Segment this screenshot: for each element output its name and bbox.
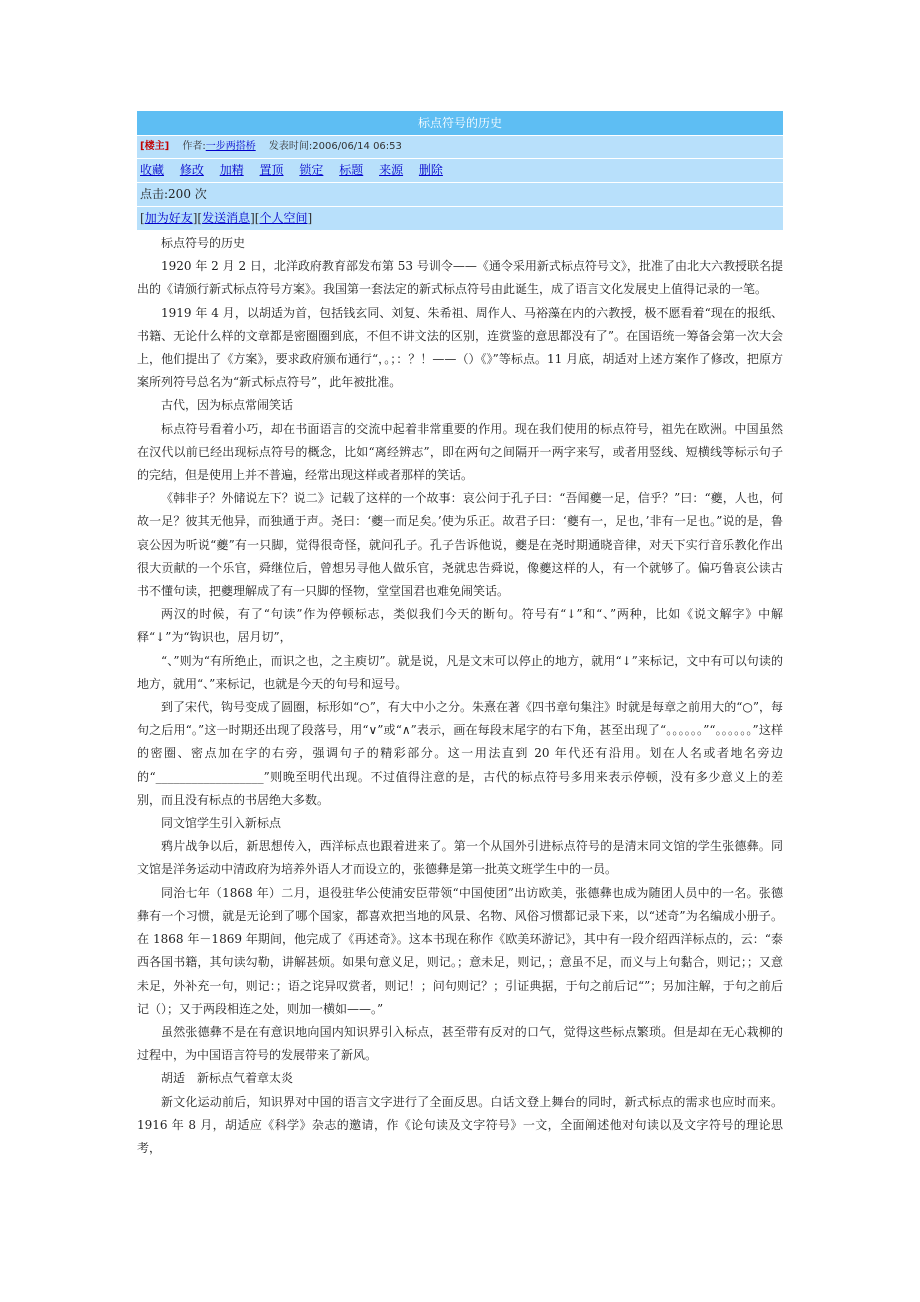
action-bar	[137, 159, 783, 182]
article-paragraph: 两汉的时候，有了“句读”作为停顿标志，类似我们今天的断句。符号有“↓”和“、”两种，比如《说文解字》中解释“↓”为“钩识也，居月切”，	[137, 607, 783, 645]
article-paragraph: 标点符号看着小巧，却在书面语言的交流中起着非常重要的作用。现在我们使用的标点符号，祖先在欧洲。中国虽然在汉代以前已经出现标点符号的概念，比如“离经辨志”，即在两句之间隔开一两字来写，或者用竖线、短横线等标示句子的完结，但是使用上并不普遍，经常出现这样或者那样的笑话。	[137, 421, 783, 483]
delete-link[interactable]: 删除	[418, 163, 443, 177]
article-paragraph: 鸦片战争以后，新思想传入，西洋标点也跟着进来了。第一个从国外引进标点符号的是清末同文馆的学生张德彝。同文馆是洋务运动中清政府为培养外语人才而设立的，张德彝是第一批英文班学生中的一员。	[137, 839, 783, 877]
edit-link[interactable]: 修改	[179, 163, 204, 177]
article-paragraph: 1920 年 2 月 2 日，北洋政府教育部发布第 53 号训令——《通令采用新式标点符号文》，批准了由北大六教授联名提出的《请颁行新式标点符号方案》。我国第一套法定的新式标点符号由此诞生，成了语言文化发展史上值得记录的一笔。	[137, 259, 783, 297]
article-paragraph: 到了宋代，钩号变成了圆圈，标形如“○”，有大中小之分。朱熹在著《四书章句集注》时就是每章之前用大的“○”，每句之后用“。”这一时期还出现了段落号，用“∨”或“∧”表示，画在每段末尾字的右下角，甚至出现了“。。。。。。”“。。。。。。”这样的密圈、密点加在字的右旁，强调句子的精彩部分。这一用法直到 20 年代还有沿用。划在人名或者地名旁边的“__________________”则晚至明代出现。不过值得注意的是，古代的标点符号多用来表示停顿，没有多少意义上的差别，而且没有标点的书居绝大多数。	[137, 700, 783, 807]
article-paragraph: “、”则为“有所绝止，而识之也，之主庾切”。就是说，凡是文末可以停止的地方，就用“↓”来标记，文中有可以句读的地方，就用“、”来标记，也就是今天的句号和逗号。	[137, 653, 783, 691]
article-body	[137, 232, 783, 1160]
personal-space-link[interactable]: 个人空间	[259, 211, 308, 225]
click-count: 点击:200 次	[137, 183, 783, 206]
article-paragraph: 虽然张德彝不是在有意识地向国内知识界引入标点，甚至带有反对的口气，觉得这些标点繁琐。但是却在无心栽柳的过程中，为中国语言符号的发展带来了新风。	[137, 1024, 783, 1063]
favorite-link[interactable]: 收藏	[140, 163, 165, 177]
post-title: 标点符号的历史	[137, 111, 783, 135]
article-paragraph: 1919 年 4 月，以胡适为首，包括钱玄同、刘复、朱希祖、周作人、马裕藻在内的六教授，极不愿看着“现在的报纸、书籍、无论什么样的文章都是密圈圈到底，不但不讲文法的区别，连赏鉴的意思都没有了”。在国语统一筹备会第一次大会上，他们提出了《方案》，要求政府颁布通行“，。；：？！——（）《》”等标点。11 月底，胡适对上述方案作了修改，把原方案所列符号总名为“新式标点符号”，此年被批准。	[137, 305, 783, 390]
article-paragraph: 新文化运动前后，知识界对中国的语言文字进行了全面反思。白话文登上舞台的同时，新式标点的需求也应时而来。1916 年 8 月，胡适应《科学》杂志的邀请，作《论句读及文字符号》一文，全面阐述他对句读以及文字符号的理论思考，	[137, 1094, 783, 1155]
source-link[interactable]: 来源	[379, 163, 404, 177]
section-heading: 同文馆学生引入新标点	[161, 816, 282, 831]
add-friend-link[interactable]: 加为好友	[144, 211, 193, 225]
section-heading: 胡适 新标点气着章太炎	[161, 1071, 294, 1086]
send-message-link[interactable]: 发送消息	[202, 211, 251, 225]
post-time: 发表时间:2006/06/14 06:53	[268, 141, 402, 152]
author-link[interactable]: 一步两搭桥	[205, 141, 256, 152]
article-heading: 标点符号的历史	[161, 236, 246, 250]
author-label: 作者:	[182, 141, 206, 152]
article-paragraph: 同治七年（1868 年）二月，退役驻华公使浦安臣带领“中国使团”出访欧美，张德彝也成为随团人员中的一名。张德彝有一个习惯，就是无论到了哪个国家，都喜欢把当地的风景、名物、风俗习惯都记录下来，以“述奇”为名编成小册子。在 1868 年－1869 年期间，他完成了《再述奇》。这本书现在称作《欧美环游记》，其中有一段介绍西洋标点的，云：“泰西各国书籍，其句读勾勒，讲解甚烦。如果句意义足，则记。；意未足，则记，；意虽不足，而义与上句黏合，则记；；又意未足，外补充一句，则记：；语之诧异叹赏者，则记！；问句则记？；引证典据，于句之前后记“”；另加注解，于句之前后记（）；又于两段相连之处，则加一横如——。”	[137, 885, 783, 1016]
title-link[interactable]: 标题	[339, 163, 364, 177]
article-paragraph: 《韩非子？外储说左下？说二》记载了这样的一个故事：哀公问于孔子曰：“吾闻夔一足，信乎？”曰：“夔，人也，何故一足？彼其无他异，而独通于声。尧曰：‘夔一而足矣。’使为乐正。故君子曰：‘夔有一，足也，’非有一足也。”说的是，鲁哀公因为听说“夔”有一只脚，觉得很奇怪，就问孔子。孔子告诉他说，夔是在尧时期通晓音律，对天下实行音乐教化作出很大贡献的一个乐官，舜继位后，曾想另寻他人做乐官，尧就忠告舜说，像夔这样的人，有一个就够了。偏巧鲁哀公读古书不懂句读，把夔理解成了有一只脚的怪物，堂堂国君也难免闹笑话。	[137, 491, 783, 599]
pin-link[interactable]: 置顶	[259, 163, 284, 177]
section-heading: 古代，因为标点常闹笑话	[161, 398, 294, 413]
lock-link[interactable]: 锁定	[299, 163, 324, 177]
post-container	[137, 111, 783, 1160]
post-meta	[137, 136, 783, 158]
highlight-link[interactable]: 加精	[219, 163, 244, 177]
user-links: [加为好友][发送消息][个人空间]	[137, 207, 783, 230]
floor-label: [楼主]	[140, 141, 170, 152]
